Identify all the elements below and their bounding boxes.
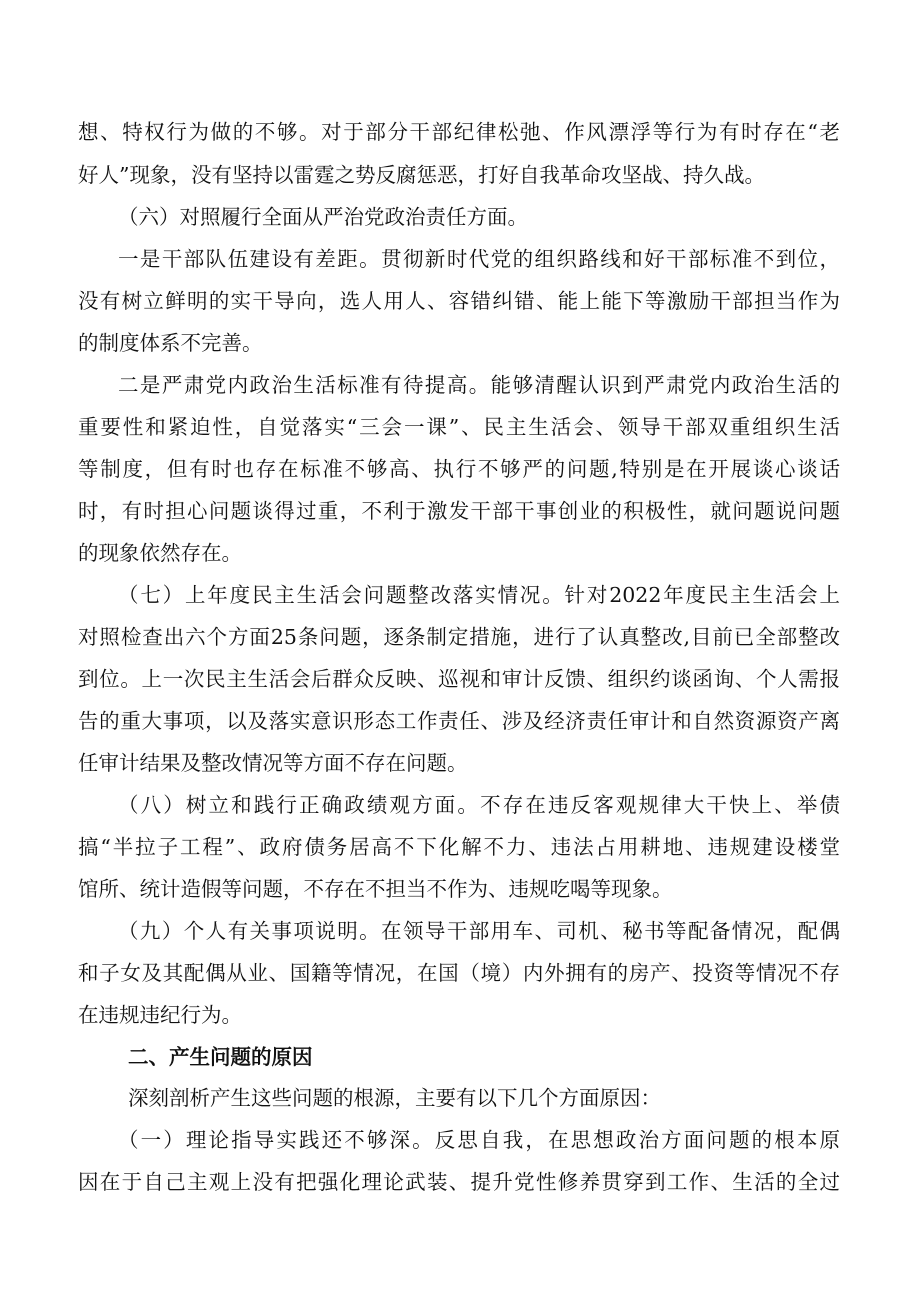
text-line: 的现象依然存在。 [78,541,242,565]
text-line: 没有树立鲜明的实干导向，选人用人、容错纠错、能上能下等激励干部担当作为 [78,289,840,313]
section-heading-6: （六）对照履行全面从严治党政治责任方面。 [118,205,528,229]
text-line: 时，有时担心问题谈得过重，不利于激发干部干事创业的积极性，就问题说问题 [78,499,840,523]
text-line: 对照检查出六个方面25条问题，逐条制定措施，进行了认真整改,目前已全部整改 [78,625,840,649]
text-line: 等制度，但有时也存在标准不够高、执行不够严的问题,特别是在开展谈心谈话 [78,457,840,481]
text-line: 一是干部队伍建设有差距。贯彻新时代党的组织路线和好干部标准不到位， [118,247,840,271]
text-line: 重要性和紧迫性，自觉落实“三会一课”、民主生活会、领导干部双重组织生活 [78,415,840,439]
text-line: 好人”现象，没有坚持以雷霆之势反腐惩恶，打好自我革命攻坚战、持久战。 [78,163,765,187]
text-line: 深刻剖析产生这些问题的根源，主要有以下几个方面原因： [128,1086,661,1110]
text-line: 到位。上一次民主生活会后群众反映、巡视和审计反馈、组织约谈函询、个人需报 [78,667,840,691]
text-line: 和子女及其配偶从业、国籍等情况，在国（境）内外拥有的房产、投资等情况不存 [78,961,840,985]
section-heading-1: （一）理论指导实践还不够深。反思自我，在思想政治方面问题的根本原 [118,1128,840,1152]
text-line: 搞“半拉子工程”、政府债务居高不下化解不力、违法占用耕地、违规建设楼堂 [78,835,840,859]
text-line: 想、特权行为做的不够。对于部分干部纪律松弛、作风漂浮等行为有时存在“老 [78,120,840,144]
text-line: 的制度体系不完善。 [78,331,263,355]
chapter-heading: 二、产生问题的原因 [128,1045,313,1069]
text-line: 二是严肃党内政治生活标准有待提高。能够清醒认识到严肃党内政治生活的 [118,373,840,397]
section-heading-8: （八）树立和践行正确政绩观方面。不存在违反客观规律大干快上、举债 [118,793,840,817]
section-heading-9: （九）个人有关事项说明。在领导干部用车、司机、秘书等配备情况，配偶 [118,919,840,943]
text-line: 在违规违纪行为。 [78,1003,242,1027]
text-line: 告的重大事项，以及落实意识形态工作责任、涉及经济责任审计和自然资源资产离 [78,709,840,733]
text-line: 馆所、统计造假等问题，不存在不担当不作为、违规吃喝等现象。 [78,877,673,901]
text-line: 任审计结果及整改情况等方面不存在问题。 [78,751,468,775]
text-line: 因在于自己主观上没有把强化理论武装、提升党性修养贯穿到工作、生活的全过 [78,1170,840,1194]
section-heading-7: （七）上年度民主生活会问题整改落实情况。针对2022年度民主生活会上 [118,583,840,607]
